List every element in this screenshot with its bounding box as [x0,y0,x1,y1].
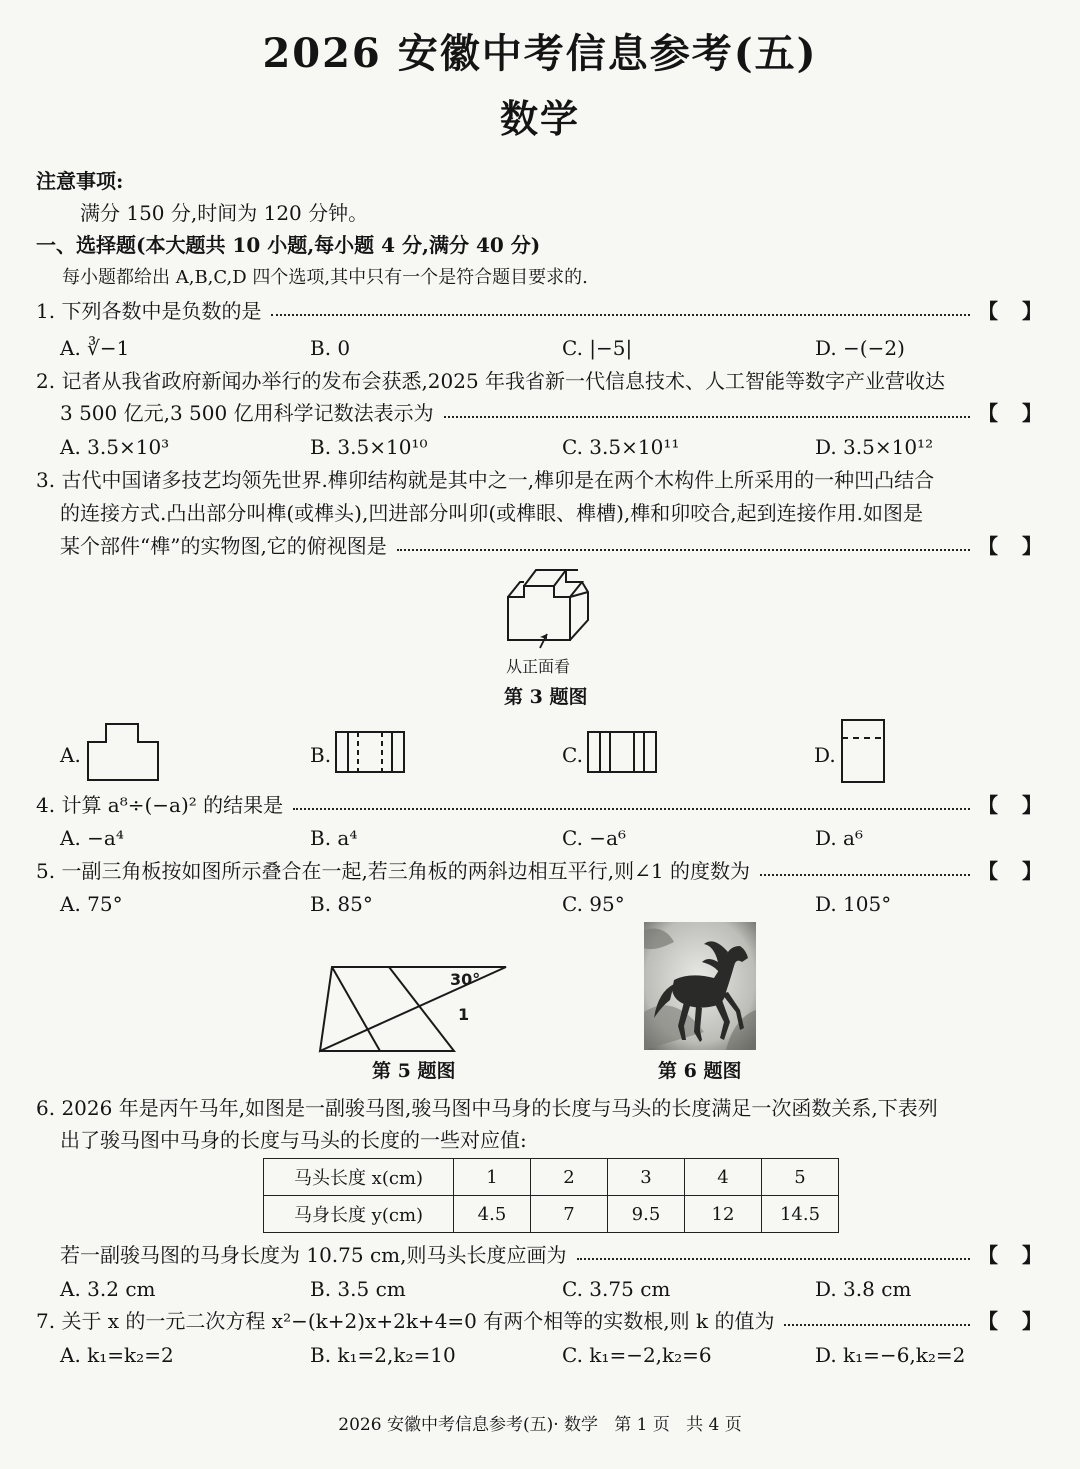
answer-bracket[interactable]: 【 】 [978,1309,1042,1333]
question-1 [36,296,1042,326]
option-c[interactable]: C. −a⁶ [562,826,627,850]
table-cell: 5 [762,1159,839,1196]
option-a[interactable]: A. −a⁴ [60,826,124,850]
section-instruction: 每小题都给出 A,B,C,D 四个选项,其中只有一个是符合题目要求的. [62,267,588,288]
option-d[interactable]: D. 3.8 cm [815,1277,912,1301]
option-b[interactable]: B. a⁴ [310,826,358,850]
view-label: 从正面看 [506,657,571,676]
answer-bracket[interactable]: 【 】 [978,793,1042,817]
figure-3-caption: 第 3 题图 [504,686,588,708]
leader-dots [293,808,970,810]
option-c[interactable]: C. 3.75 cm [562,1277,671,1301]
answer-bracket[interactable]: 【 】 [978,859,1042,883]
option-d[interactable]: D. a⁶ [815,826,863,850]
option-a[interactable]: A. ∛−1 [60,336,130,360]
option-a[interactable]: A. 3.5×10³ [60,435,170,459]
option-d[interactable]: D. [814,743,836,767]
question-stem: 5. 一副三角板按如图所示叠合在一起,若三角板的两斜边相互平行,则∠1 的度数为 [36,859,750,883]
question-2 [36,398,1042,428]
option-b[interactable]: B. 0 [310,336,351,360]
tenon-figure [500,564,600,654]
table-row [264,1196,839,1233]
question-stem: 若一副骏马图的马身长度为 10.75 cm,则马头长度应画为 [60,1243,567,1267]
question-5 [36,856,1042,886]
page-footer: 2026 安徽中考信息参考(五)· 数学 第 1 页 共 4 页 [338,1415,742,1435]
answer-bracket[interactable]: 【 】 [978,534,1042,558]
option-a[interactable]: A. 3.2 cm [60,1277,156,1301]
subject-title: 数学 [499,96,580,141]
option-a[interactable]: A. [60,743,81,767]
section-heading: 一、选择题(本大题共 10 小题,每小题 4 分,满分 40 分) [36,233,541,257]
question-3-stem-2: 的连接方式.凸出部分叫榫(或榫头),凹进部分叫卯(或榫眼、榫槽),榫和卯咬合,起到连接作用.如图是 [60,501,923,525]
option-b[interactable]: B. 85° [310,892,373,916]
question-stem: 7. 关于 x 的一元二次方程 x²−(k+2)x+2k+4=0 有两个相等的实数根,则 k 的值为 [36,1309,775,1333]
option-d-figure [840,718,886,784]
table-cell: 4 [685,1159,762,1196]
table-cell: 1 [454,1159,531,1196]
table-row-header: 马头长度 x(cm) [264,1159,454,1196]
option-c[interactable]: C. 95° [562,892,625,916]
option-b[interactable]: B. 3.5×10¹⁰ [310,435,428,459]
triangle-figure [312,960,516,1054]
answer-bracket[interactable]: 【 】 [978,401,1042,425]
table-cell: 7 [531,1196,608,1233]
leader-dots [784,1324,970,1326]
figure-6-caption: 第 6 题图 [658,1060,742,1082]
leader-dots [760,874,970,876]
figure-5-caption: 第 5 题图 [372,1060,456,1082]
leader-dots [271,314,970,316]
option-d[interactable]: D. k₁=−6,k₂=2 [815,1343,966,1367]
horse-table [263,1158,839,1233]
option-b[interactable]: B. k₁=2,k₂=10 [310,1343,456,1367]
question-6 [36,1240,1042,1270]
notice-text: 满分 150 分,时间为 120 分钟。 [80,201,369,225]
table-row-header: 马身长度 y(cm) [264,1196,454,1233]
question-stem: 某个部件“榫”的实物图,它的俯视图是 [60,534,387,558]
option-c-figure [586,730,658,774]
option-d[interactable]: D. −(−2) [815,336,905,360]
option-c[interactable]: C. [562,743,583,767]
table-cell: 2 [531,1159,608,1196]
question-7 [36,1306,1042,1336]
question-2-stem-1: 2. 记者从我省政府新闻办举行的发布会获悉,2025 年我省新一代信息技术、人工智能等数字产业营收达 [36,369,946,393]
option-c[interactable]: C. |−5| [562,336,633,360]
option-b-figure [334,730,406,774]
question-stem: 1. 下列各数中是负数的是 [36,299,262,323]
question-stem: 4. 计算 a⁸÷(−a)² 的结果是 [36,793,284,817]
question-4 [36,790,1042,820]
angle-30-label: 30° [450,970,481,989]
table-cell: 9.5 [608,1196,685,1233]
table-row [264,1159,839,1196]
option-d[interactable]: D. 3.5×10¹² [815,435,934,459]
table-cell: 3 [608,1159,685,1196]
option-c[interactable]: C. k₁=−2,k₂=6 [562,1343,712,1367]
question-3-stem-1: 3. 古代中国诸多技艺均领先世界.榫卯结构就是其中之一,榫卯是在两个木构件上所采用的一种凹凸结合 [36,468,935,492]
option-d[interactable]: D. 105° [815,892,892,916]
table-cell: 14.5 [762,1196,839,1233]
answer-bracket[interactable]: 【 】 [978,299,1042,323]
angle-1-label: 1 [458,1005,470,1024]
horse-image [644,922,756,1050]
table-cell: 12 [685,1196,762,1233]
question-6-stem-2: 出了骏马图中马身的长度与马头的长度的一些对应值: [60,1128,527,1152]
leader-dots [444,416,970,418]
table-cell: 4.5 [454,1196,531,1233]
option-a[interactable]: A. 75° [60,892,123,916]
option-a-figure [86,722,162,784]
question-6-stem-1: 6. 2026 年是丙午马年,如图是一副骏马图,骏马图中马身的长度与马头的长度满足一次函数关系,下表列 [36,1096,938,1120]
question-stem: 3 500 亿元,3 500 亿用科学记数法表示为 [60,401,434,425]
option-c[interactable]: C. 3.5×10¹¹ [562,435,680,459]
leader-dots [397,549,970,551]
answer-bracket[interactable]: 【 】 [978,1243,1042,1267]
option-b[interactable]: B. [310,743,332,767]
page-title: 2026 安徽中考信息参考(五) [262,30,818,77]
option-a[interactable]: A. k₁=k₂=2 [60,1343,174,1367]
notice-heading: 注意事项: [36,169,124,193]
option-b[interactable]: B. 3.5 cm [310,1277,406,1301]
leader-dots [577,1258,971,1260]
question-3 [36,531,1042,561]
